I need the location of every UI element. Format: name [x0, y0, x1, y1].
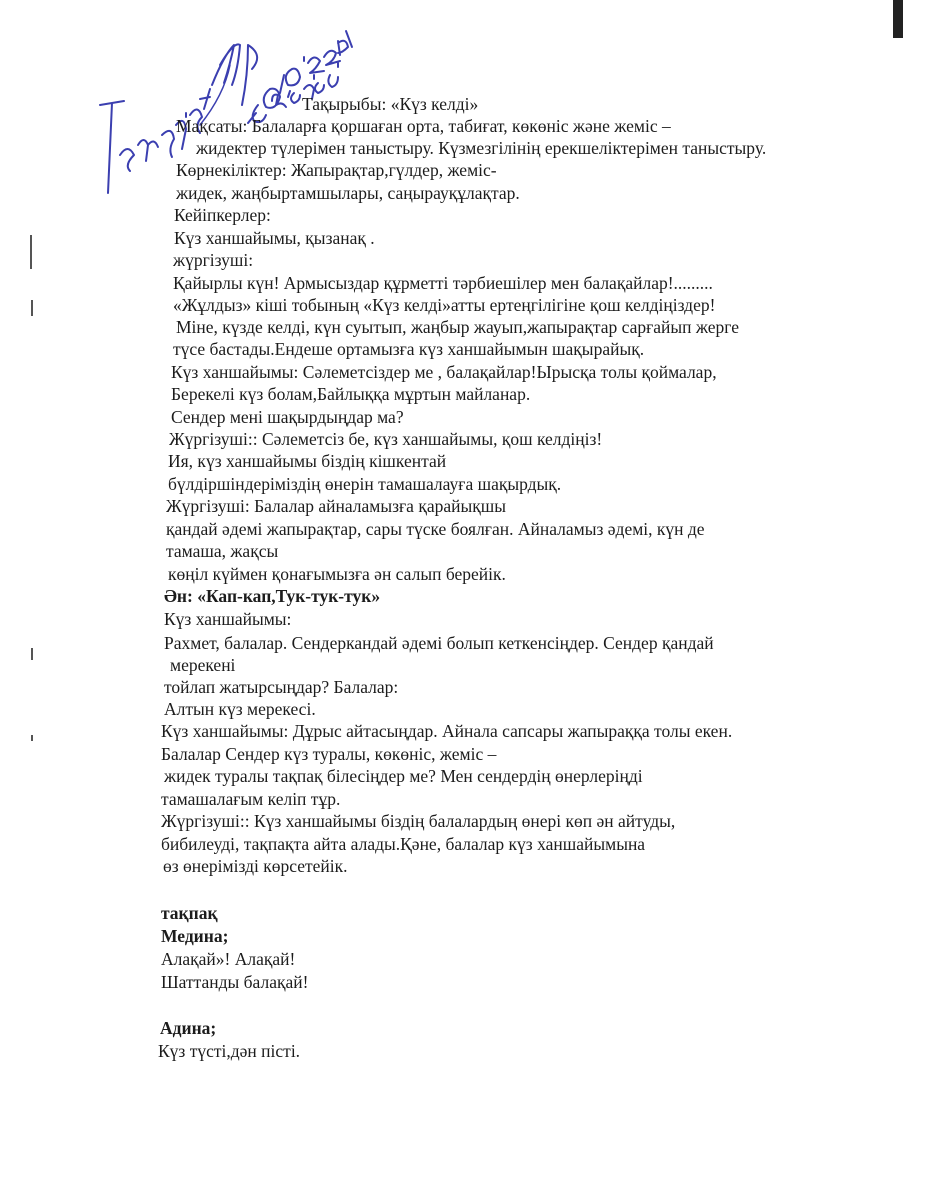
text-line: тамашалағым келіп тұр.	[161, 789, 341, 809]
text-line: көңіл күймен қонағымызға ән салып берейік.	[168, 564, 506, 584]
text-line: бүлдіршіндеріміздің өнерін тамашалауға шақырдық.	[168, 474, 562, 494]
speaker-name: Адина;	[160, 1018, 217, 1038]
scan-speck	[31, 300, 33, 316]
text-line: Күз ханшайымы: Сәлеметсіздер ме , балақайлар!Ырысқа толы қоймалар,	[171, 362, 717, 382]
text-line: өз өнерімізді көрсетейік.	[163, 856, 348, 876]
text-line: жидектер түлерімен таныстыру. Күзмезгілінің ерекшеліктерімен таныстыру.	[196, 138, 767, 158]
text-line: Жүргізуші:: Сәлеметсіз бе, күз ханшайымы, қош келдіңіз!	[169, 429, 603, 449]
text-line: Көрнекіліктер: Жапырақтар,гүлдер, жеміс-	[176, 160, 497, 180]
text-line: Шаттанды балақай!	[161, 972, 309, 992]
scan-edge-mark	[893, 0, 903, 38]
song-heading: Ән: «Кап-кап,Тук-тук-тук»	[164, 586, 381, 606]
text-line: Рахмет, балалар. Сендеркандай әдемі болып кеткенсіңдер. Сендер қандай	[164, 633, 714, 653]
text-line: Жүргізуші:: Күз ханшайымы біздің балалардың өнері көп ән айтуды,	[161, 811, 676, 831]
text-line: Қайырлы күн! Армысыздар құрметті тәрбиешілер мен балақайлар!.........	[173, 273, 713, 293]
scan-speck	[30, 235, 32, 269]
scan-speck	[31, 648, 33, 660]
text-line: қандай әдемі жапырақтар, сары түске боялған. Айналамыз әдемі, күн де	[166, 519, 705, 539]
text-line: жүргізуші:	[173, 250, 254, 270]
speaker-name: Медина;	[161, 926, 229, 946]
text-line: бибилеуді, тақпақта айта алады.Қәне, балалар күз ханшайымына	[161, 834, 646, 854]
topic-title: Тақырыбы: «Күз келді»	[302, 94, 479, 114]
text-line: Күз ханшайымы: Дұрыс айтасыңдар. Айнала сапсары жапыраққа толы екен.	[161, 721, 733, 741]
text-line: Балалар Сендер күз туралы, көкөніс, жеміс –	[161, 744, 497, 764]
text-line: мерекені	[170, 655, 236, 675]
text-line: Жүргізуші: Балалар айналамызға қарайықшы	[166, 496, 506, 516]
text-line: жидек, жаңбыртамшылары, саңырауқұлақтар.	[176, 183, 520, 203]
text-line: Күз ханшайымы, қызанақ .	[174, 228, 375, 248]
text-line: Кейіпкерлер:	[174, 205, 271, 225]
text-line: Ия, күз ханшайымы біздің кішкентай	[168, 451, 447, 471]
text-line: тойлап жатырсыңдар? Балалар:	[164, 677, 399, 697]
text-line: Алтын күз мерекесі.	[164, 699, 316, 719]
scan-speck	[31, 735, 33, 741]
text-line: «Жұлдыз» кіші тобының «Күз келді»атты ертеңгілігіне қош келдіңіздер!	[173, 295, 716, 315]
section-heading: тақпақ	[161, 903, 218, 923]
text-line: түсе бастады.Ендеше ортамызға күз ханшайымын шақырайық.	[173, 339, 645, 359]
text-line: жидек туралы тақпақ білесіңдер ме? Мен сендердің өнерлеріңді	[164, 766, 643, 786]
text-line: Сендер мені шақырдыңдар ма?	[171, 407, 404, 427]
text-line: тамаша, жақсы	[166, 541, 279, 561]
text-line: Күз ханшайымы:	[164, 609, 292, 629]
text-line: Берекелі күз болам,Байлыққа мұртын майланар.	[171, 384, 531, 404]
text-line: Мақсаты: Балаларға қоршаған орта, табиғат, көкөніс және жеміс –	[176, 116, 671, 136]
text-line: Алақай»! Алақай!	[161, 949, 296, 969]
text-line: Міне, күзде келді, күн суытып, жаңбыр жауып,жапырақтар сарғайып жерге	[176, 317, 739, 337]
text-line: Күз түсті,дән пісті.	[158, 1041, 301, 1061]
